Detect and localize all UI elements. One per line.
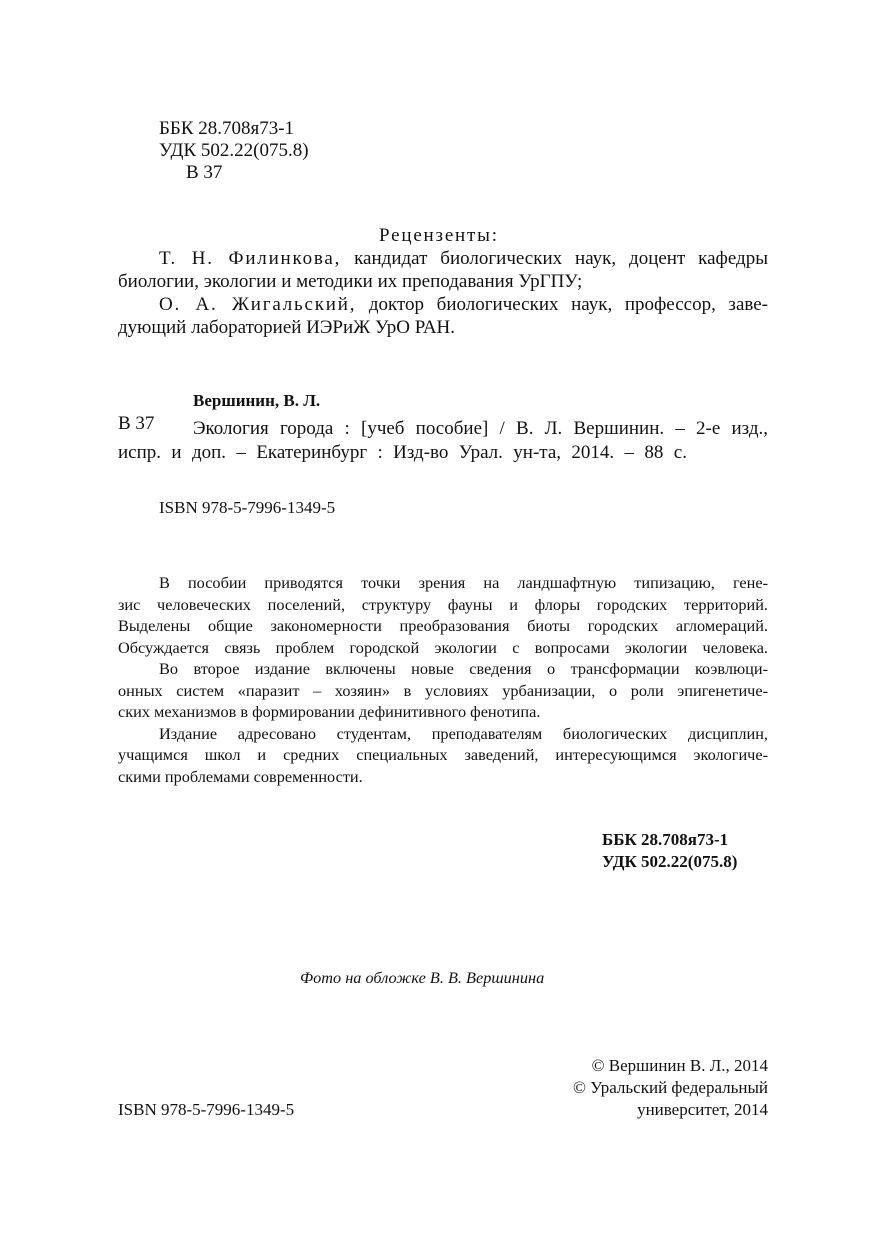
reviewer-2-line-1 <box>159 293 768 316</box>
reviewer-2-credentials: доктор биологических наук, профессор, заве- <box>368 294 768 315</box>
reviewer-1-credentials: кандидат биологических наук, доцент кафедры <box>354 248 768 269</box>
bib-line-1: Экология города : [учеб пособие] / В. Л. Вершинин. – 2-е изд., <box>193 418 768 439</box>
abstract-line: ских механизмов в формировании дефинитивного фенотипа. <box>118 702 541 721</box>
abstract-line: скими проблемами современности. <box>118 767 363 786</box>
abstract-line: Издание адресовано студентам, преподавателям биологических дисциплин, <box>159 724 768 743</box>
bbk-code: ББК 28.708я73-1 <box>159 118 295 139</box>
reviewer-1-name: Т. Н. Филинкова, <box>159 248 342 269</box>
bib-isbn: ISBN 978-5-7996-1349-5 <box>159 498 336 517</box>
abstract-line: Выделены общие закономерности преобразования биоты городских агломераций. <box>118 616 768 635</box>
bib-author: Вершинин, В. Л. <box>193 391 321 410</box>
copyright-university-line-1: © Уральский федеральный <box>573 1078 768 1097</box>
abstract-line: Во второе издание включены новые сведения о трансформации коэвлюци- <box>159 659 768 678</box>
bib-mark: В 37 <box>118 413 155 434</box>
abstract-line: учащимся школ и средних специальных заведений, интересующимся экологиче- <box>118 745 768 764</box>
reviewer-2-line-2: дующий лабораторией ИЭРиЖ УрО РАН. <box>118 317 456 338</box>
abstract-line: онных систем «паразит – хозяин» в условиях урбанизации, о роли эпигенетиче- <box>118 681 768 700</box>
abstract-line: Обсуждается связь проблем городской экологии с вопросами экологии человека. <box>118 638 768 657</box>
bib-line-2: испр. и доп. – Екатеринбург : Изд-во Урал. ун-та, 2014. – 88 с. <box>118 442 687 463</box>
footer-isbn: ISBN 978-5-7996-1349-5 <box>118 1100 295 1119</box>
abstract-line: зис человеческих поселений, структуру фауны и флоры городских территорий. <box>118 595 768 614</box>
reviewer-1-line-2: биологии, экологии и методики их преподавания УрГПУ; <box>118 271 583 292</box>
copyright-university-line-2: университет, 2014 <box>637 1100 768 1119</box>
classification-bbk: ББК 28.708я73-1 <box>602 830 729 849</box>
copyright-author: © Вершинин В. Л., 2014 <box>591 1056 768 1075</box>
abstract-line: В пособии приводятся точки зрения на ландшафтную типизацию, гене- <box>159 573 768 592</box>
photo-credit: Фото на обложке В. В. Вершинина <box>300 968 545 987</box>
reviewers-title: Рецензенты: <box>379 225 499 246</box>
classification-udk: УДК 502.22(075.8) <box>602 852 738 871</box>
reviewer-2-name: О. А. Жигальский, <box>159 294 357 315</box>
reviewer-1-line-1 <box>159 247 768 270</box>
author-mark: В 37 <box>186 162 223 183</box>
udk-code: УДК 502.22(075.8) <box>159 140 309 161</box>
